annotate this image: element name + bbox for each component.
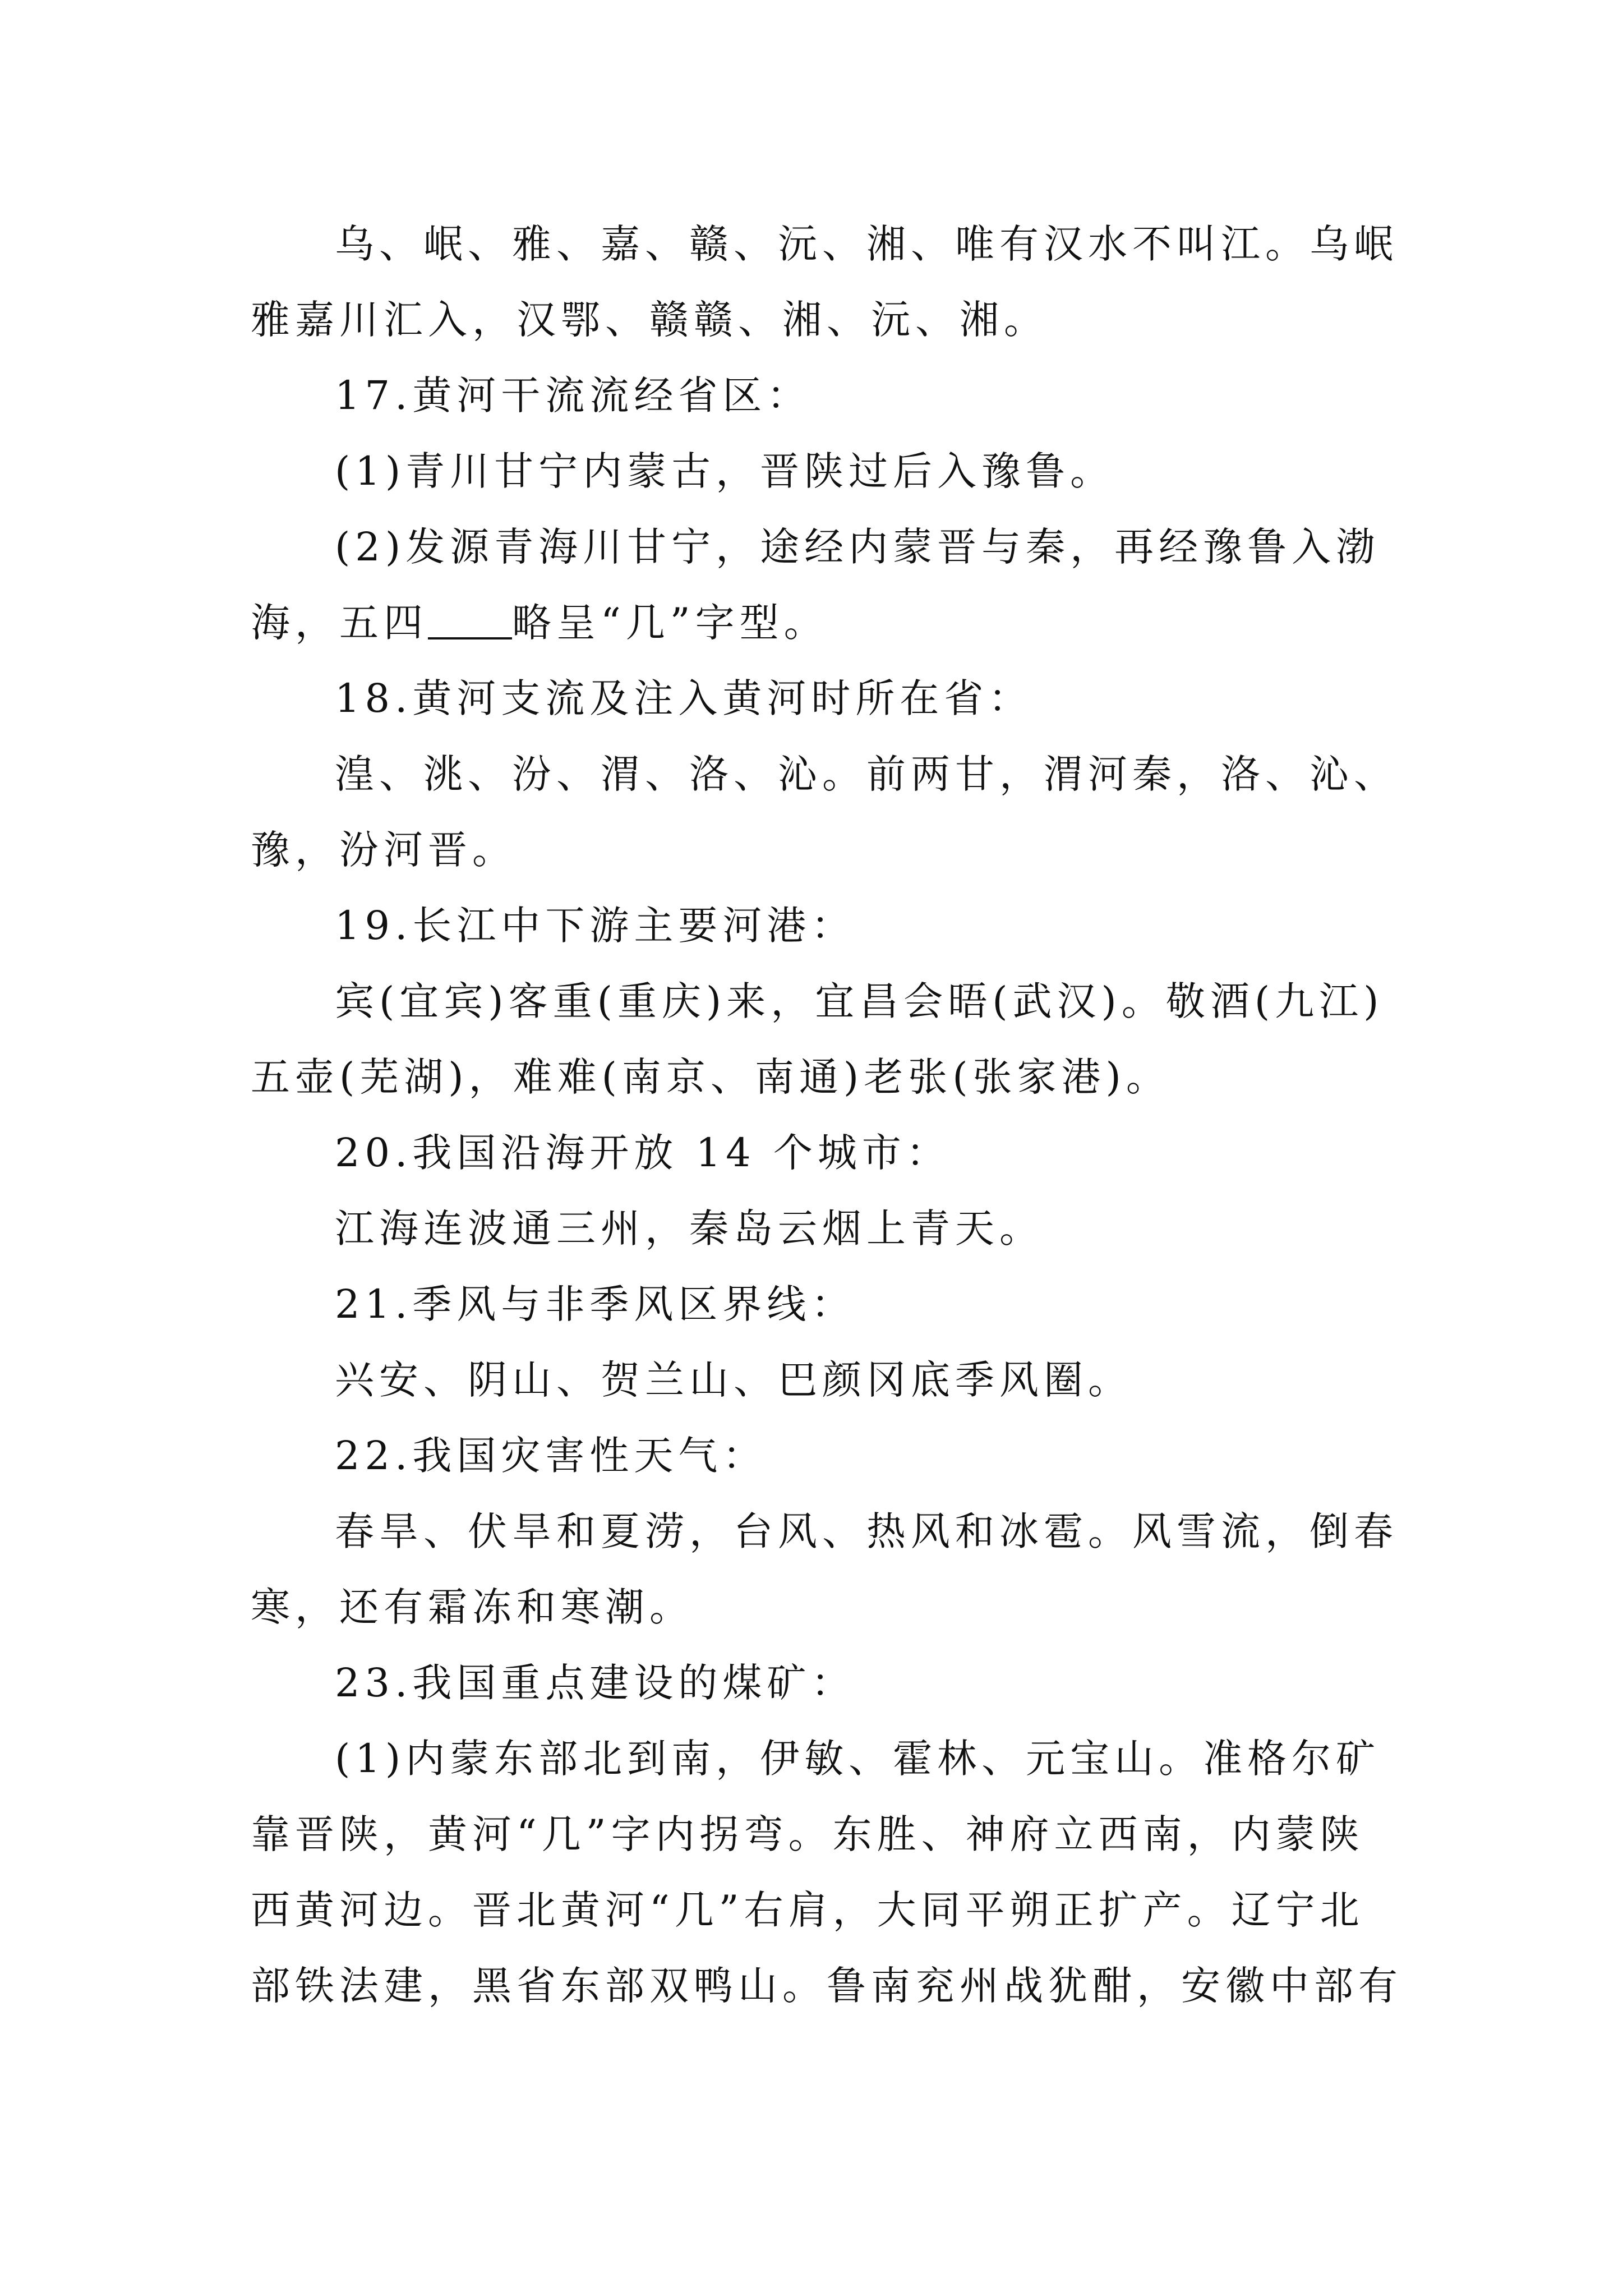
section-heading: 18.黄河支流及注入黄河时所在省： [335,675,1033,721]
text-line: 部铁法建，黑省东部双鸭山。鲁南兖州战犹酣，安徽中部有 [251,1963,1403,2009]
section-heading: 22.我国灾害性天气： [335,1433,767,1479]
document-body [251,206,1423,2024]
text-line: 寒，还有霜冻和寒潮。 [251,1584,694,1630]
text-line: 江海连波通三州，秦岛云烟上青天。 [335,1205,1044,1251]
text-line: 乌、岷、雅、嘉、赣、沅、湘、唯有汉水不叫江。乌岷 [335,221,1398,267]
text-fragment: 略呈“几”字型。 [512,600,828,646]
text-line: 宾(宜宾)客重(重庆)来，宜昌会晤(武汉)。敬酒(九江) [335,978,1384,1024]
text-line-with-blank [251,585,1423,661]
text-line: (2)发源青海川甘宁，途经内蒙晋与秦，再经豫鲁入渤 [335,524,1381,570]
text-line: 兴安、阴山、贺兰山、巴颜冈底季风圈。 [335,1357,1132,1403]
text-line: 雅嘉川汇入，汉鄂、赣赣、湘、沅、湘。 [251,297,1048,343]
text-line: (1)青川甘宁内蒙古，晋陕过后入豫鲁。 [335,448,1115,494]
text-line: 西黄河边。晋北黄河“几”右肩，大同平朔正扩产。辽宁北 [251,1887,1364,1933]
text-line: 五壶(芜湖)，难难(南京、南通)老张(张家港)。 [251,1054,1170,1100]
section-heading: 21.季风与非季风区界线： [335,1281,856,1327]
section-heading: 20.我国沿海开放 14 个城市： [335,1130,951,1176]
text-line: 湟、洮、汾、渭、洛、沁。前两甘，渭河秦，洛、沁、 [335,751,1398,797]
text-line: 靠晋陕，黄河“几”字内拐弯。东胜、神府立西南，内蒙陕 [251,1811,1364,1857]
text-line: (1)内蒙东部北到南，伊敏、霍林、元宝山。准格尔矿 [335,1736,1381,1782]
section-heading: 17.黄河干流流经省区： [335,372,811,418]
text-fragment: 海，五四 [251,600,428,646]
text-line: 豫，汾河晋。 [251,827,517,873]
fill-in-blank [428,634,512,639]
section-heading: 19.长江中下游主要河港： [335,903,856,949]
text-line: 春旱、伏旱和夏涝，台风、热风和冰雹。风雪流，倒春 [335,1508,1398,1554]
section-heading: 23.我国重点建设的煤矿： [335,1660,856,1706]
